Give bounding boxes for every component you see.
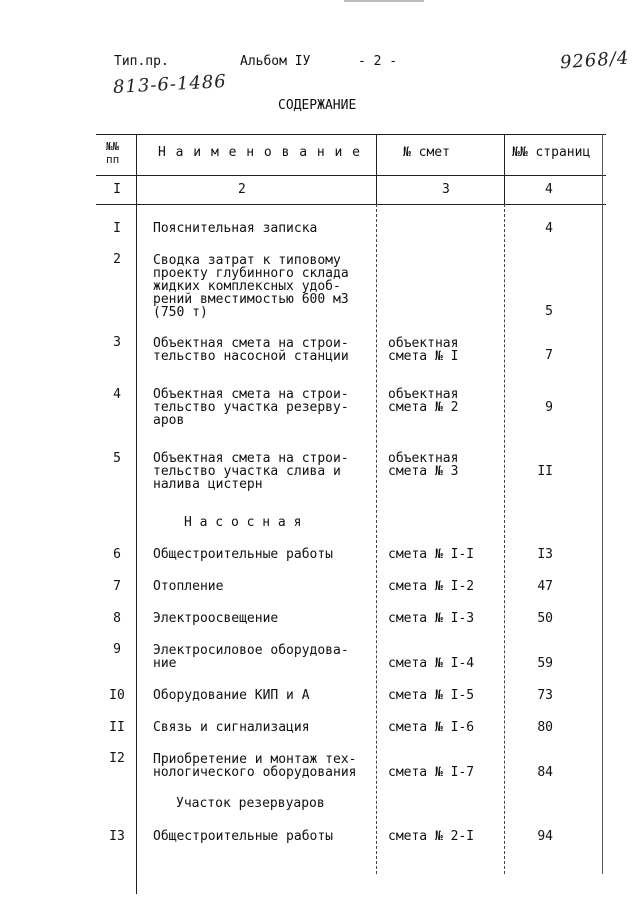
colnum-bottom-border bbox=[96, 204, 606, 205]
row-9-estimate: смета № I-4 bbox=[388, 656, 475, 671]
row-4-page: 9 bbox=[545, 400, 553, 415]
colnum-4: 4 bbox=[545, 182, 553, 197]
row-2-name: Сводка затрат к типовому проекту глубинного склада жидких комплексных удоб- рений вместимостью 600 м3 (750 т) bbox=[153, 253, 349, 320]
page-title: СОДЕРЖАНИЕ bbox=[278, 98, 357, 113]
row-8-estimate: смета № I-3 bbox=[388, 611, 475, 626]
row-7-page: 47 bbox=[537, 579, 553, 594]
row-6-estimate: смета № I-I bbox=[388, 547, 475, 562]
section-tank-area: Участок резервуаров bbox=[176, 796, 325, 811]
project-code-handwritten: 813-6-1486 bbox=[112, 71, 228, 98]
row-13-num: I3 bbox=[109, 829, 125, 844]
row-13-page: 94 bbox=[537, 829, 553, 844]
row-11-estimate: смета № I-6 bbox=[388, 720, 475, 735]
row-8-page: 50 bbox=[537, 611, 553, 626]
row-3-num: 3 bbox=[113, 335, 121, 350]
col-divider-3-lower bbox=[504, 204, 505, 874]
row-9-name: Электросиловое оборудова- ние bbox=[153, 643, 349, 671]
page-marker: - 2 - bbox=[358, 54, 398, 69]
row-12-estimate: смета № I-7 bbox=[388, 765, 475, 780]
header-bottom-border bbox=[96, 175, 606, 176]
row-13-name: Общестроительные работы bbox=[153, 829, 334, 844]
row-3-name: Объектная смета на строи- тельство насосной станции bbox=[153, 336, 349, 364]
colnum-1: I bbox=[113, 182, 121, 197]
header-num: №№ пп bbox=[106, 140, 120, 166]
col-divider-2 bbox=[376, 134, 377, 204]
col-divider-1 bbox=[136, 134, 137, 894]
album-label: Альбом IУ bbox=[240, 54, 311, 69]
row-9-page: 59 bbox=[537, 656, 553, 671]
row-6-num: 6 bbox=[113, 547, 121, 562]
colnum-3: 3 bbox=[442, 182, 450, 197]
scan-artifact bbox=[344, 0, 424, 2]
row-11-page: 80 bbox=[537, 720, 553, 735]
row-6-page: I3 bbox=[537, 547, 553, 562]
row-11-num: II bbox=[109, 720, 125, 735]
row-5-name: Объектная смета на строи- тельство участка слива и налива цистерн bbox=[153, 451, 349, 492]
row-12-num: I2 bbox=[109, 751, 125, 766]
header-name: Н а и м е н о в а н и е bbox=[158, 145, 362, 160]
header-pages: №№ страниц bbox=[512, 145, 591, 160]
doc-number-handwritten: 9268/4 bbox=[559, 47, 630, 74]
row-3-estimate: объектная смета № I bbox=[388, 336, 459, 364]
row-2-num: 2 bbox=[113, 252, 121, 267]
row-6-name: Общестроительные работы bbox=[153, 547, 334, 562]
row-13-estimate: смета № 2-I bbox=[388, 829, 475, 844]
row-5-num: 5 bbox=[113, 451, 121, 466]
row-4-name: Объектная смета на строи- тельство участка резерву- аров bbox=[153, 387, 349, 428]
col-divider-3 bbox=[504, 134, 505, 204]
row-10-num: I0 bbox=[109, 688, 125, 703]
row-3-page: 7 bbox=[545, 348, 553, 363]
row-10-estimate: смета № I-5 bbox=[388, 688, 475, 703]
row-4-estimate: объектная смета № 2 bbox=[388, 387, 459, 415]
row-4-num: 4 bbox=[113, 387, 121, 402]
row-1-page: 4 bbox=[545, 221, 553, 236]
row-8-name: Электроосвещение bbox=[153, 611, 279, 626]
table-top-border bbox=[96, 134, 606, 135]
row-10-page: 73 bbox=[537, 688, 553, 703]
row-7-estimate: смета № I-2 bbox=[388, 579, 475, 594]
row-5-estimate: объектная смета № 3 bbox=[388, 451, 459, 479]
right-border bbox=[602, 134, 603, 874]
row-11-name: Связь и сигнализация bbox=[153, 720, 310, 735]
row-5-page: II bbox=[537, 464, 553, 479]
header-estimates: № смет bbox=[403, 145, 450, 160]
row-1-num: I bbox=[113, 221, 121, 236]
row-2-page: 5 bbox=[545, 304, 553, 319]
row-7-num: 7 bbox=[113, 579, 121, 594]
row-1-name: Пояснительная записка bbox=[153, 221, 318, 236]
colnum-2: 2 bbox=[238, 182, 246, 197]
section-pump-station: Н а с о с н а я bbox=[184, 515, 302, 530]
row-12-page: 84 bbox=[537, 765, 553, 780]
col-divider-2-lower bbox=[376, 204, 377, 874]
type-label: Тип.пр. bbox=[114, 54, 169, 69]
row-9-num: 9 bbox=[113, 642, 121, 657]
row-8-num: 8 bbox=[113, 611, 121, 626]
row-12-name: Приобретение и монтаж тех- нологического оборудования bbox=[153, 752, 357, 780]
row-10-name: Оборудование КИП и А bbox=[153, 688, 310, 703]
row-7-name: Отопление bbox=[153, 579, 224, 594]
